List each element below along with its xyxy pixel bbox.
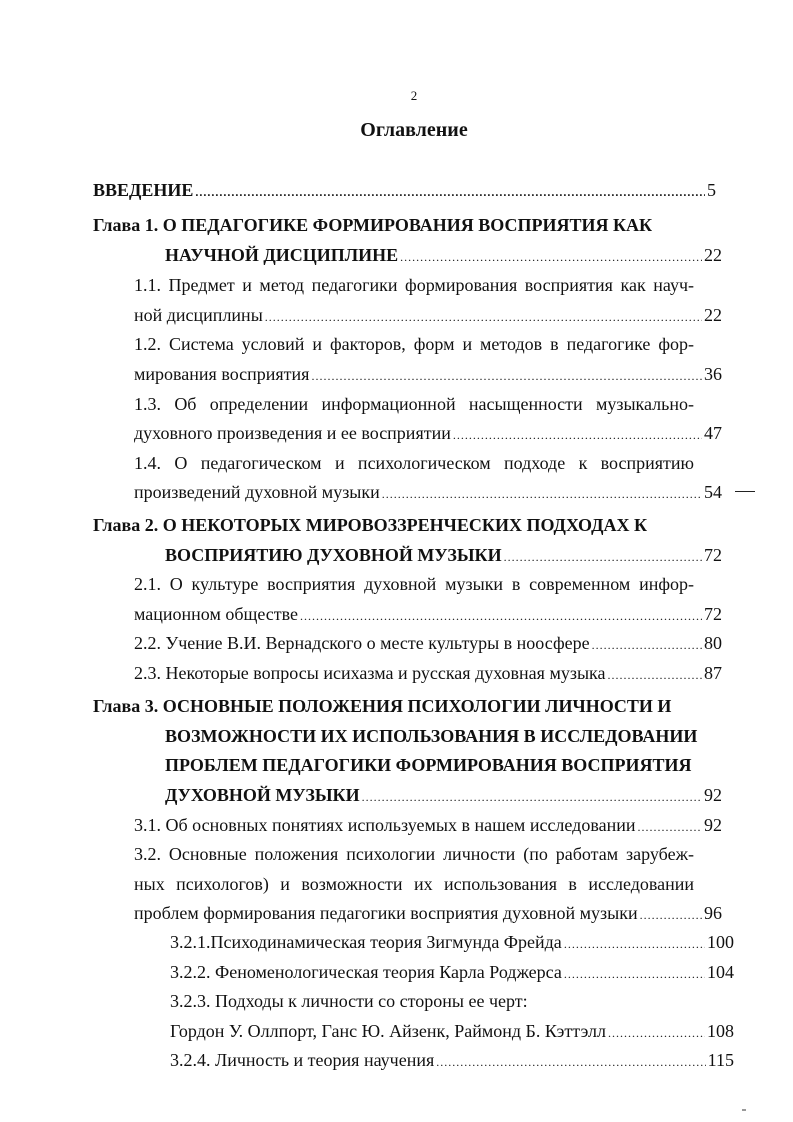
dot-leader (564, 959, 705, 989)
toc-entry-page: 22 (704, 245, 722, 265)
toc-section-1-3-line-2[interactable] (134, 418, 722, 448)
dot-leader (436, 1047, 705, 1077)
toc-section-1-4-line-2[interactable] (134, 477, 722, 507)
dot-leader (592, 630, 702, 660)
toc-section-3-1[interactable] (134, 810, 722, 840)
toc-entry-page: 36 (704, 364, 722, 384)
toc-entry-text: ной дисциплины (134, 305, 263, 325)
toc-subsection-3-2-2[interactable] (170, 957, 734, 987)
scan-mark (742, 1109, 746, 1111)
toc-section-1-4-line-1[interactable]: 1.4. О педагогическом и психологическом подходе к восприятию (134, 453, 694, 473)
toc-entry-text: НАУЧНОЙ ДИСЦИПЛИНЕ (165, 245, 399, 265)
toc-entry-intro[interactable] (93, 175, 716, 205)
toc-entry-text: мирования восприятия (134, 364, 310, 384)
toc-section-1-1-line-1[interactable]: 1.1. Предмет и метод педагогики формирования восприятия как науч- (134, 275, 694, 295)
toc-section-1-1-line-2[interactable] (134, 300, 722, 330)
dot-leader (453, 420, 702, 450)
dot-leader (640, 900, 702, 930)
toc-entry-page: 96 (704, 903, 722, 923)
dot-leader (564, 929, 705, 959)
toc-chapter-3-line-4[interactable] (165, 780, 722, 810)
toc-section-1-2-line-1[interactable]: 1.2. Система условий и факторов, форм и методов в педагогике фор- (134, 334, 694, 354)
toc-entry-page: 72 (704, 604, 722, 624)
toc-entry-page: 92 (704, 785, 722, 805)
dot-leader (504, 542, 702, 572)
toc-section-2-2[interactable] (134, 628, 722, 658)
dot-leader (311, 361, 702, 391)
toc-entry-text: 3.2.4. Личность и теория научения (170, 1050, 435, 1070)
toc-entry-text: 3.1. Об основных понятиях используемых в нашем исследовании (134, 815, 636, 835)
toc-entry-text: 3.2.2. Феноменологическая теория Карла Роджерса (170, 962, 562, 982)
toc-entry-page: 115 (707, 1050, 734, 1070)
toc-entry-text: духовного произведения и ее восприятии (134, 423, 451, 443)
toc-section-2-3[interactable] (134, 658, 722, 688)
toc-section-3-2-line-2[interactable]: ных психологов) и возможности их использования в исследовании (134, 874, 694, 894)
toc-entry-text: ДУХОВНОЙ МУЗЫКИ (165, 785, 360, 805)
toc-chapter-2-line-1[interactable]: Глава 2. О НЕКОТОРЫХ МИРОВОЗЗРЕНЧЕСКИХ ПОДХОДАХ К (93, 515, 648, 535)
toc-entry-text: ВВЕДЕНИЕ (93, 180, 194, 200)
toc-section-1-3-line-1[interactable]: 1.3. Об определении информационной насыщенности музыкально- (134, 394, 694, 414)
dot-leader (400, 242, 702, 272)
toc-entry-page: 80 (704, 633, 722, 653)
dot-leader (362, 782, 702, 812)
toc-entry-page: 54 (704, 482, 722, 502)
toc-entry-text: Гордон У. Оллпорт, Ганс Ю. Айзенк, Раймонд Б. Кэттэлл (170, 1021, 606, 1041)
dot-leader (608, 1018, 705, 1048)
toc-section-2-1-line-1[interactable]: 2.1. О культуре восприятия духовной музыки в современном инфор- (134, 574, 694, 594)
dot-leader (265, 302, 702, 332)
toc-chapter-2-line-2[interactable] (165, 540, 722, 570)
toc-entry-text: ВОСПРИЯТИЮ ДУХОВНОЙ МУЗЫКИ (165, 545, 502, 565)
toc-entry-text: 2.3. Некоторые вопросы исихазма и русская духовная музыка (134, 663, 606, 683)
dot-leader (382, 479, 702, 509)
toc-section-1-2-line-2[interactable] (134, 359, 722, 389)
toc-subsection-3-2-3-line-1[interactable]: 3.2.3. Подходы к личности со стороны ее черт: (170, 991, 528, 1011)
toc-subsection-3-2-4[interactable] (170, 1045, 734, 1075)
toc-entry-page: 87 (704, 663, 722, 683)
toc-section-3-2-line-1[interactable]: 3.2. Основные положения психологии личности (по работам зарубеж- (134, 844, 694, 864)
dot-leader (195, 177, 705, 207)
toc-chapter-3-line-3[interactable]: ПРОБЛЕМ ПЕДАГОГИКИ ФОРМИРОВАНИЯ ВОСПРИЯТИЯ (165, 755, 692, 775)
toc-entry-page: 104 (707, 962, 734, 982)
toc-entry-page: 5 (707, 180, 716, 200)
toc-entry-text: 3.2.1.Психодинамическая теория Зигмунда Фрейда (170, 932, 562, 952)
toc-entry-page: 72 (704, 545, 722, 565)
toc-entry-page: 100 (707, 932, 734, 952)
toc-chapter-1-line-2[interactable] (165, 240, 722, 270)
toc-chapter-3-line-2[interactable]: ВОЗМОЖНОСТИ ИХ ИСПОЛЬЗОВАНИЯ В ИССЛЕДОВАНИИ (165, 726, 698, 746)
toc-entry-text: проблем формирования педагогики восприятия духовной музыки (134, 903, 638, 923)
toc-chapter-1-line-1[interactable]: Глава 1. О ПЕДАГОГИКЕ ФОРМИРОВАНИЯ ВОСПРИЯТИЯ КАК (93, 215, 653, 235)
dot-leader (608, 660, 703, 690)
toc-entry-text: произведений духовной музыки (134, 482, 380, 502)
toc-entry-text: мационном обществе (134, 604, 299, 624)
toc-chapter-3-line-1[interactable]: Глава 3. ОСНОВНЫЕ ПОЛОЖЕНИЯ ПСИХОЛОГИИ ЛИЧНОСТИ И (93, 696, 672, 716)
toc-section-3-2-line-3[interactable] (134, 898, 722, 928)
toc-entry-page: 22 (704, 305, 722, 325)
margin-dash (735, 491, 755, 492)
toc-entry-text: 2.2. Учение В.И. Вернадского о месте культуры в ноосфере (134, 633, 590, 653)
toc-subsection-3-2-3-line-2[interactable] (170, 1016, 734, 1046)
toc-entry-page: 108 (707, 1021, 734, 1041)
toc-section-2-1-line-2[interactable] (134, 599, 722, 629)
toc-subsection-3-2-1[interactable] (170, 927, 734, 957)
dot-leader (637, 812, 702, 842)
page-number: 2 (410, 88, 418, 103)
toc-entry-page: 92 (704, 815, 722, 835)
toc-entry-page: 47 (704, 423, 722, 443)
dot-leader (300, 601, 702, 631)
toc-title: Оглавление (360, 119, 468, 141)
